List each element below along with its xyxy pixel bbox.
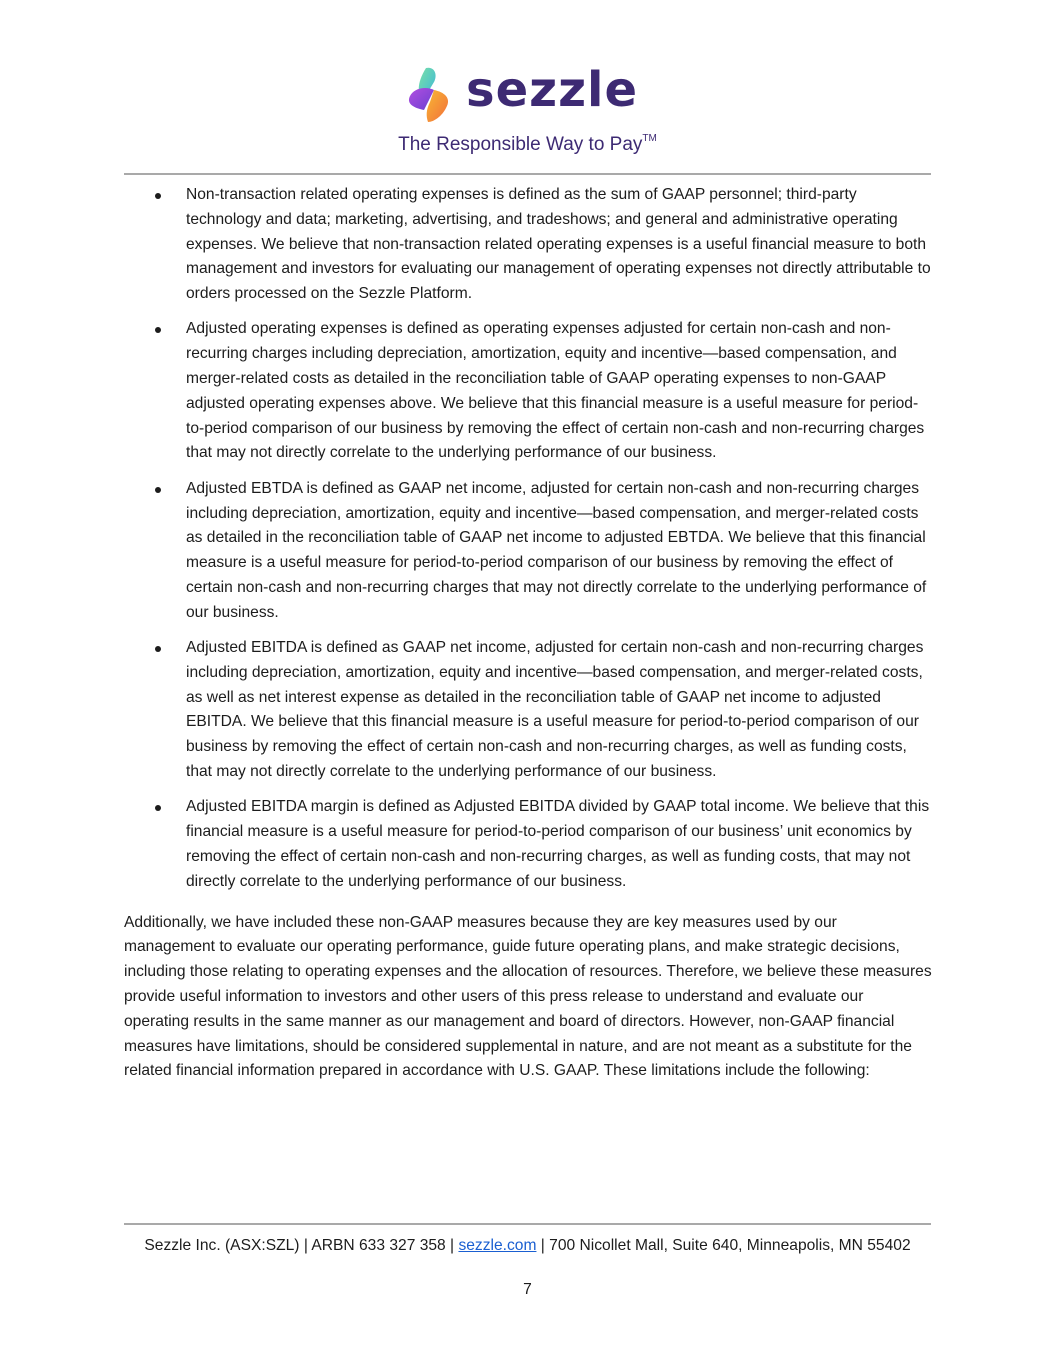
bullet-icon (155, 327, 161, 333)
letterhead (0, 62, 1055, 162)
bullet-icon (155, 487, 161, 493)
page-body (124, 183, 932, 1084)
sezzle-wordmark: sezzle (466, 62, 639, 118)
body-paragraph: Additionally, we have included these non-GAAP measures because they are key measures used by our management to evaluate our operating performance, guide future operating plans, and make strategic decisions, including those relating to operating expenses and the allocation of resources. Therefore, we believe these measures provide useful information to investors and other users of this press release to understand and evaluate our operating results in the same manner as our management and board of directors. However, non-GAAP financial measures have limitations, should be considered supplemental in nature, and are not meant as a substitute for the related financial information prepared in accordance with U.S. GAAP. These limitations include the following: (124, 913, 932, 1080)
list-item-text: Adjusted EBITDA margin is defined as Adjusted EBITDA divided by GAAP total income. We believe that this financial measure is a useful measure for period-to-period comparison of our business’ unit economics by removing the effect of certain non-cash and non-recurring charges, as well as funding costs, that may not directly correlate to the underlying performance of our business. (186, 798, 930, 890)
sezzle-logo (404, 62, 654, 126)
list-item-text: Adjusted EBTDA is defined as GAAP net income, adjusted for certain non-cash and non-recurring charges including depreciation, amortization, equity and incentive—based compensation, and merger-related costs as detailed in the reconciliation table of GAAP net income to adjusted EBTDA. We believe that this financial measure is a useful measure for period-to-period comparison of our business by removing the effect of certain non-cash and non-recurring charges that may not directly correlate to the underlying performance of our business. (186, 479, 927, 621)
bullet-icon (155, 805, 161, 811)
list-item (124, 317, 932, 466)
website-link[interactable]: sezzle.com (458, 1237, 537, 1254)
footer-address: | 700 Nicollet Mall, Suite 640, Minneapolis, MN 55402 (536, 1237, 911, 1254)
tagline (0, 126, 1055, 158)
list-item (124, 183, 932, 307)
definition-list (124, 183, 932, 895)
list-item-text: Adjusted operating expenses is defined as operating expenses adjusted for certain non-cash and non-recurring charges including depreciation, amortization, equity and incentive—based compensation, and merger-related costs as detailed in the reconciliation table of GAAP operating expenses to non-GAAP adjusted operating expenses above. We believe that this financial measure is a useful measure for period-to-period comparison of our business by removing the effect of certain non-cash and non-recurring charges that may not directly correlate to the underlying performance of our business. (186, 320, 925, 462)
sezzle-logo-mark-icon (404, 66, 460, 124)
tagline-text: The Responsible Way to Pay (398, 134, 643, 155)
footer-divider (124, 1223, 931, 1225)
list-item (124, 795, 932, 894)
header-divider (124, 173, 931, 175)
bullet-icon (155, 193, 161, 199)
footer (0, 1235, 1055, 1257)
list-item (124, 477, 932, 626)
footer-company: Sezzle Inc. (ASX:SZL) | ARBN 633 327 358 | (144, 1237, 459, 1254)
list-item-text: Adjusted EBITDA is defined as GAAP net income, adjusted for certain non-cash and non-recurring charges including depreciation, amortization, equity and incentive—based compensation, and merger-related costs, as well as net interest expense as detailed in the reconciliation table of GAAP net income to adjusted EBITDA. We believe that this financial measure is a useful measure for period-to-period comparison of our business by removing the effect of certain non-cash and non-recurring charges, as well as funding costs, that may not directly correlate to the underlying performance of our business. (186, 639, 924, 781)
bullet-icon (155, 646, 161, 652)
page-number: 7 (523, 1281, 532, 1298)
trademark-symbol: TM (642, 133, 657, 144)
list-item (124, 636, 932, 785)
list-item-text: Non-transaction related operating expenses is defined as the sum of GAAP personnel; third-party technology and data; marketing, advertising, and tradeshows; and general and administrative operating expenses. We believe that non-transaction related operating expenses is a useful financial measure to both management and investors for evaluating our management of operating expenses not directly attributable to orders processed on the Sezzle Platform. (186, 186, 931, 303)
